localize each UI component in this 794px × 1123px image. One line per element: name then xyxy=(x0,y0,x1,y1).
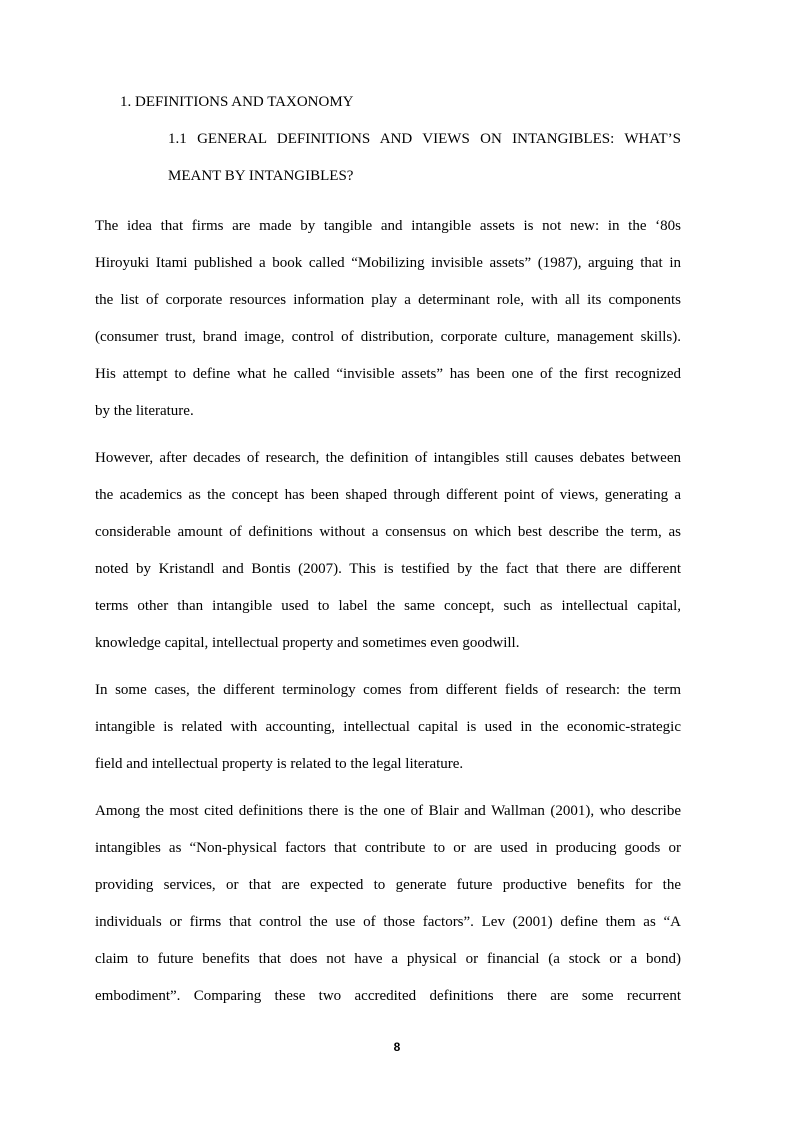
paragraph-1-line: the list of corporate resources information play a determinant role, with all its components xyxy=(95,292,681,308)
subsection-heading-line-2: MEANT BY INTANGIBLES? xyxy=(168,168,354,184)
section-heading: 1. DEFINITIONS AND TAXONOMY xyxy=(120,94,354,110)
paragraph-2-line: the academics as the concept has been shaped through different point of views, generating a xyxy=(95,487,681,503)
paragraph-3-line: field and intellectual property is related to the legal literature. xyxy=(95,756,464,772)
paragraph-4-line: intangibles as “Non-physical factors that contribute to or are used in producing goods or xyxy=(95,840,681,856)
paragraph-2-line: terms other than intangible used to label the same concept, such as intellectual capital, xyxy=(95,598,681,614)
paragraph-1-line: by the literature. xyxy=(95,403,194,419)
paragraph-2-line: noted by Kristandl and Bontis (2007). This is testified by the fact that there are different xyxy=(95,561,681,577)
subsection-heading-line-1: 1.1 GENERAL DEFINITIONS AND VIEWS ON INTANGIBLES: WHAT’S xyxy=(168,131,681,147)
paragraph-1-line: Hiroyuki Itami published a book called “Mobilizing invisible assets” (1987), arguing that in xyxy=(95,255,681,271)
paragraph-4-line: providing services, or that are expected to generate future productive benefits for the xyxy=(95,877,681,893)
paragraph-1-line: (consumer trust, brand image, control of distribution, corporate culture, management skills). xyxy=(95,329,681,345)
paragraph-4-line: claim to future benefits that does not have a physical or financial (a stock or a bond) xyxy=(95,951,681,967)
paragraph-3-line: intangible is related with accounting, intellectual capital is used in the economic-strategic xyxy=(95,719,681,735)
paragraph-4-line: individuals or firms that control the use of those factors”. Lev (2001) define them as “A xyxy=(95,914,681,930)
page-number: 8 xyxy=(393,1040,401,1054)
paragraph-2-line: knowledge capital, intellectual property and sometimes even goodwill. xyxy=(95,635,520,651)
paragraph-1-line: The idea that firms are made by tangible and intangible assets is not new: in the ‘80s xyxy=(95,218,681,234)
paragraph-3-line: In some cases, the different terminology comes from different fields of research: the term xyxy=(95,682,681,698)
paragraph-4-line: embodiment”. Comparing these two accredited definitions there are some recurrent xyxy=(95,988,681,1004)
paragraph-2-line: considerable amount of definitions without a consensus on which best describe the term, as xyxy=(95,524,681,540)
paragraph-4-line: Among the most cited definitions there is the one of Blair and Wallman (2001), who describe xyxy=(95,803,681,819)
paragraph-2-line: However, after decades of research, the definition of intangibles still causes debates between xyxy=(95,450,681,466)
paragraph-1-line: His attempt to define what he called “invisible assets” has been one of the first recognized xyxy=(95,366,681,382)
